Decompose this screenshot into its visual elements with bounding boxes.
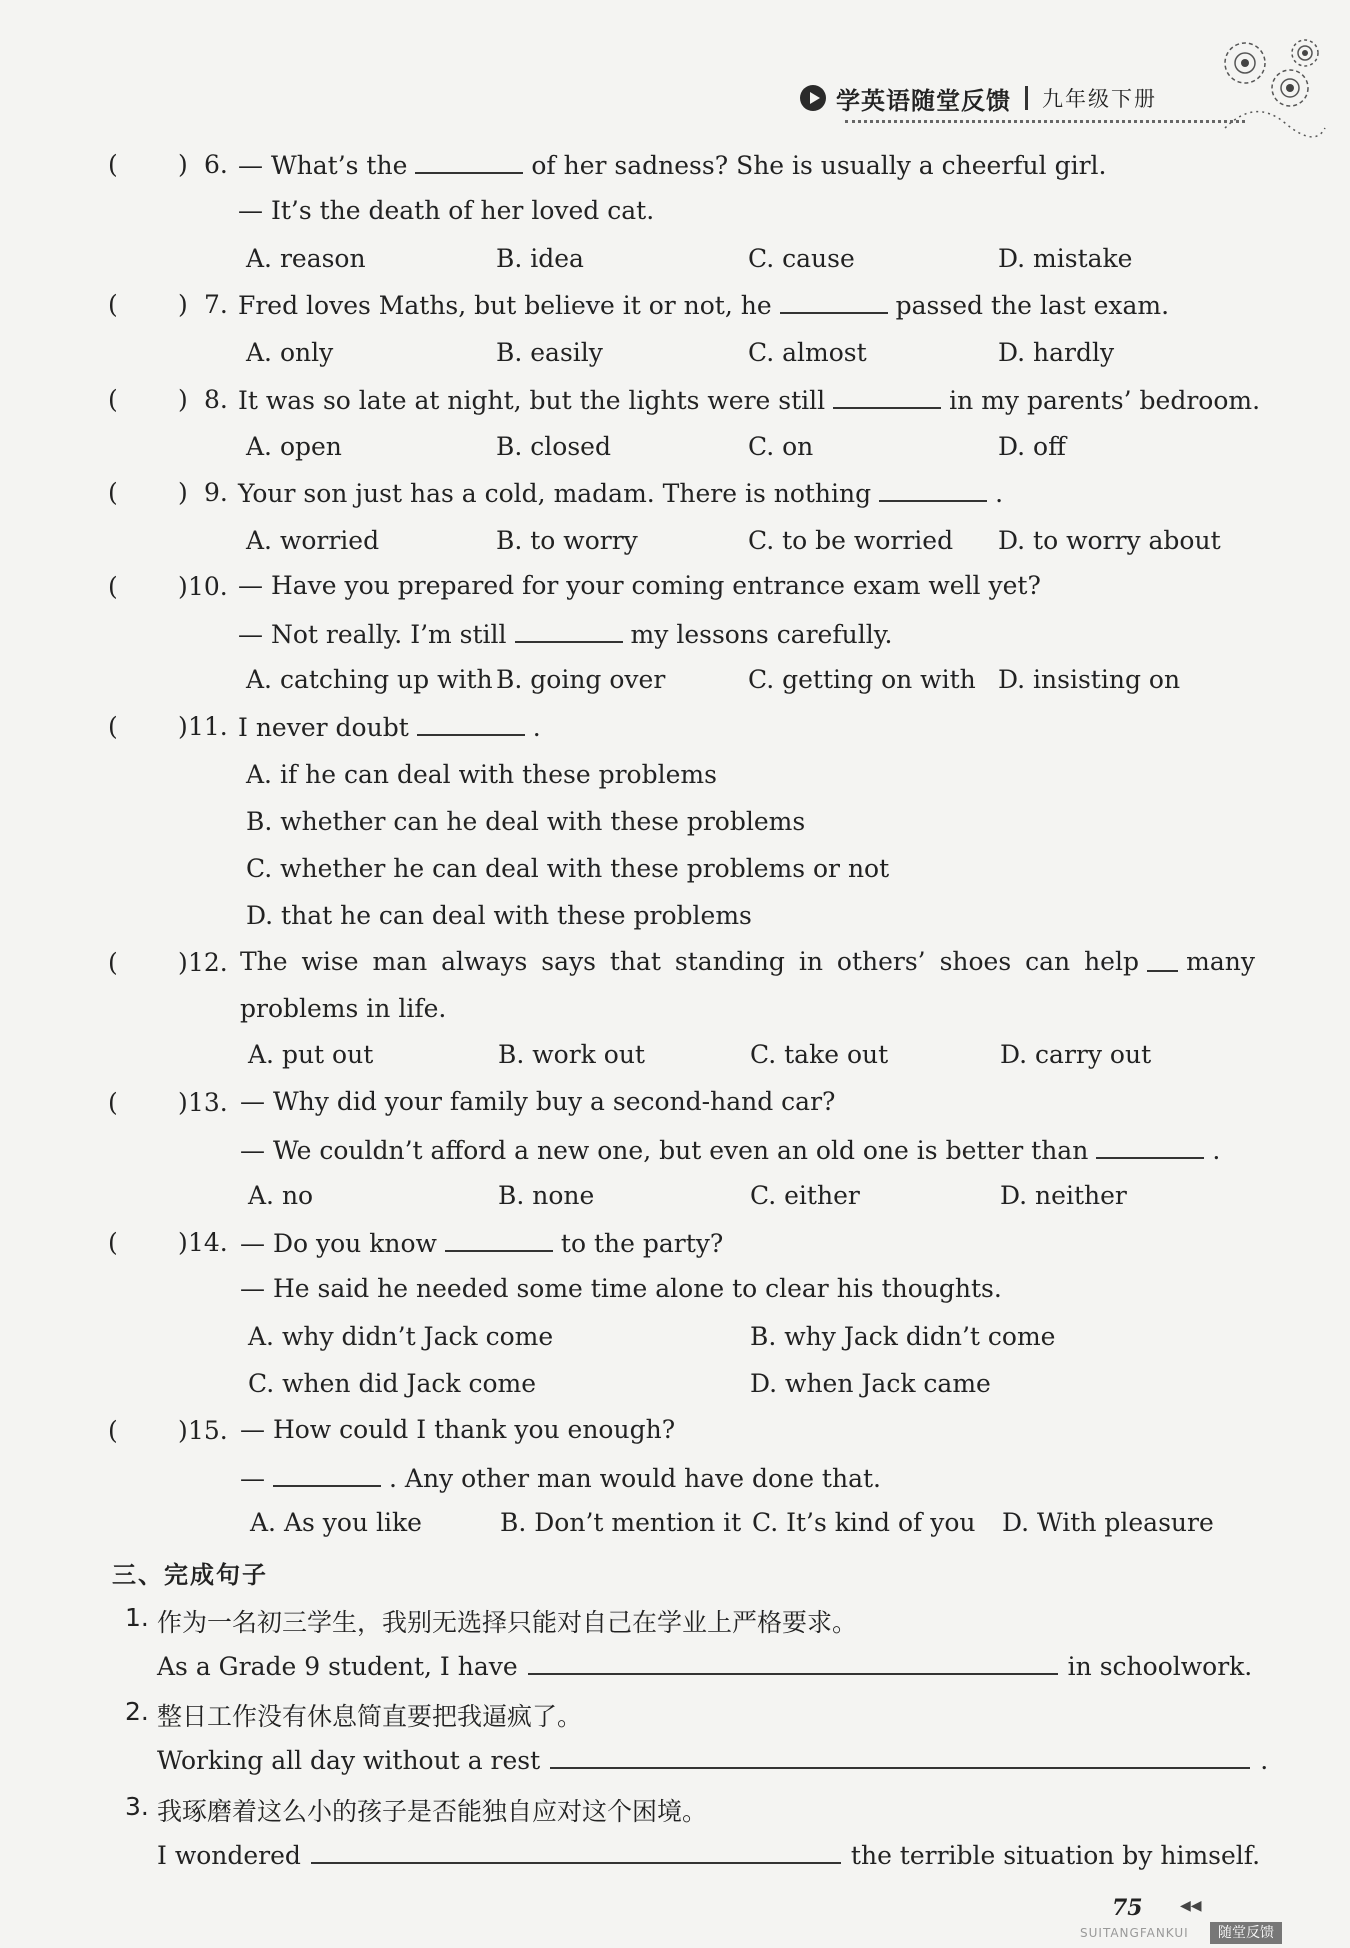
option-d[interactable]: D. With pleasure	[1002, 1508, 1214, 1537]
question-number: 12.	[188, 948, 228, 977]
answer-paren-open: (	[108, 385, 118, 414]
answer-paren-close: )	[178, 290, 188, 319]
option-a[interactable]: A. As you like	[250, 1508, 422, 1537]
option-c[interactable]: C. whether he can deal with these problems or not	[246, 854, 890, 883]
option-a[interactable]: A. reason	[246, 244, 366, 273]
option-b[interactable]: B. none	[498, 1181, 595, 1210]
book-title: 学英语随堂反馈	[836, 86, 1011, 115]
option-b[interactable]: B. idea	[496, 244, 584, 273]
answer-paren-close: )	[178, 385, 188, 414]
option-b[interactable]: B. easily	[496, 338, 603, 367]
flower-decoration-icon	[1205, 28, 1335, 138]
question-number: 7.	[204, 290, 228, 319]
question-reply: — It’s the death of her loved cat.	[238, 196, 655, 225]
option-d[interactable]: D. neither	[1000, 1181, 1127, 1210]
option-d[interactable]: D. to worry about	[998, 526, 1221, 555]
question-number: 9.	[204, 478, 228, 507]
question-stem: Your son just has a cold, madam. There is nothing .	[238, 476, 1003, 510]
option-b[interactable]: B. whether can he deal with these problems	[246, 807, 806, 836]
answer-blank[interactable]	[879, 476, 987, 502]
option-b[interactable]: B. work out	[498, 1040, 645, 1069]
answer-paren-open: (	[108, 478, 118, 507]
answer-paren-close: )	[178, 572, 188, 601]
question-number: 11.	[188, 712, 228, 741]
question-number: 6.	[204, 150, 228, 179]
question-reply: — He said he needed some time alone to clear his thoughts.	[240, 1274, 1002, 1303]
item-number: 3.	[125, 1792, 149, 1821]
chinese-prompt: 整日工作没有休息简直要把我逼疯了。	[157, 1702, 583, 1731]
option-a[interactable]: A. put out	[248, 1040, 374, 1069]
answer-blank[interactable]	[311, 1838, 841, 1864]
option-b[interactable]: B. closed	[496, 432, 611, 461]
chinese-prompt: 作为一名初三学生，我别无选择只能对自己在学业上严格要求。	[157, 1608, 858, 1637]
option-d[interactable]: D. that he can deal with these problems	[246, 901, 752, 930]
question-stem: Fred loves Maths, but believe it or not, he passed the last exam.	[238, 288, 1169, 322]
question-number: 14.	[188, 1228, 228, 1257]
answer-blank[interactable]	[415, 148, 523, 174]
answer-paren-open: (	[108, 1228, 118, 1257]
footer-pinyin: SUITANGFANKUI	[1080, 1926, 1189, 1940]
question-stem: — Why did your family buy a second-hand car?	[240, 1087, 836, 1116]
answer-paren-close: )	[178, 478, 188, 507]
page-header	[800, 78, 1157, 118]
question-reply: — We couldn’t afford a new one, but even an old one is better than .	[240, 1133, 1220, 1167]
answer-blank[interactable]	[273, 1461, 381, 1487]
option-c[interactable]: C. to be worried	[748, 526, 954, 555]
chinese-prompt: 我琢磨着这么小的孩子是否能独自应对这个困境。	[157, 1797, 708, 1826]
answer-paren-close: )	[178, 948, 188, 977]
answer-paren-close: )	[178, 1416, 188, 1445]
answer-blank[interactable]	[780, 288, 888, 314]
option-d[interactable]: D. mistake	[998, 244, 1133, 273]
double-arrow-left-icon: ◀◀	[1180, 1898, 1202, 1914]
question-stem: The wise man always says that standing in others’ shoes can help many	[240, 947, 1255, 976]
option-d[interactable]: D. hardly	[998, 338, 1115, 367]
option-b[interactable]: B. to worry	[496, 526, 638, 555]
item-number: 2.	[125, 1697, 149, 1726]
option-d[interactable]: D. off	[998, 432, 1066, 461]
section-title: 三、完成句子	[112, 1561, 268, 1589]
question-stem-continued: problems in life.	[240, 994, 447, 1023]
option-b[interactable]: B. Don’t mention it	[500, 1508, 742, 1537]
question-stem: — Do you know to the party?	[240, 1226, 723, 1260]
option-c[interactable]: C. when did Jack come	[248, 1369, 537, 1398]
english-sentence: Working all day without a rest .	[157, 1743, 1268, 1777]
answer-paren-open: (	[108, 150, 118, 179]
option-a[interactable]: A. catching up with	[246, 665, 493, 694]
question-stem: I never doubt .	[238, 710, 541, 744]
english-sentence: I wondered the terrible situation by himself.	[157, 1838, 1260, 1872]
option-a[interactable]: A. open	[246, 432, 342, 461]
question-number: 15.	[188, 1416, 228, 1445]
option-c[interactable]: C. either	[750, 1181, 860, 1210]
question-stem: — How could I thank you enough?	[240, 1415, 676, 1444]
option-a[interactable]: A. why didn’t Jack come	[248, 1322, 554, 1351]
question-stem: — What’s the of her sadness? She is usually a cheerful girl.	[238, 148, 1107, 182]
answer-paren-close: )	[178, 1228, 188, 1257]
answer-paren-open: (	[108, 290, 118, 319]
header-dotted-rule	[845, 120, 1245, 123]
option-a[interactable]: A. worried	[246, 526, 380, 555]
option-a[interactable]: A. only	[246, 338, 334, 367]
book-subtitle: 九年级下册	[1042, 87, 1157, 111]
header-divider	[1025, 86, 1028, 110]
question-number: 8.	[204, 385, 228, 414]
english-sentence: As a Grade 9 student, I have in schoolwork.	[157, 1649, 1252, 1683]
option-d[interactable]: D. when Jack came	[750, 1369, 991, 1398]
answer-blank[interactable]	[550, 1743, 1250, 1769]
question-stem: It was so late at night, but the lights were still in my parents’ bedroom.	[238, 383, 1260, 417]
option-c[interactable]: C. cause	[748, 244, 855, 273]
option-c[interactable]: C. getting on with	[748, 665, 976, 694]
option-a[interactable]: A. if he can deal with these problems	[246, 760, 717, 789]
answer-paren-open: (	[108, 1088, 118, 1117]
answer-paren-close: )	[178, 150, 188, 179]
option-b[interactable]: B. going over	[496, 665, 666, 694]
footer-tag: 随堂反馈	[1210, 1922, 1282, 1944]
answer-paren-close: )	[178, 1088, 188, 1117]
question-reply: — . Any other man would have done that.	[240, 1461, 881, 1495]
answer-paren-open: (	[108, 572, 118, 601]
answer-paren-open: (	[108, 712, 118, 741]
answer-blank[interactable]	[445, 1226, 553, 1252]
item-number: 1.	[125, 1603, 149, 1632]
option-b[interactable]: B. why Jack didn’t come	[750, 1322, 1056, 1351]
option-c[interactable]: C. take out	[750, 1040, 889, 1069]
question-number: 10.	[188, 572, 228, 601]
option-d[interactable]: D. insisting on	[998, 665, 1181, 694]
option-c[interactable]: C. It’s kind of you	[752, 1508, 976, 1537]
question-number: 13.	[188, 1088, 228, 1117]
answer-paren-close: )	[178, 712, 188, 741]
option-c[interactable]: C. almost	[748, 338, 867, 367]
answer-blank[interactable]	[1096, 1133, 1204, 1159]
answer-blank[interactable]	[515, 617, 623, 643]
answer-blank[interactable]	[833, 383, 941, 409]
answer-blank[interactable]	[1147, 946, 1178, 972]
option-a[interactable]: A. no	[248, 1181, 314, 1210]
answer-blank[interactable]	[528, 1649, 1058, 1675]
option-c[interactable]: C. on	[748, 432, 814, 461]
answer-paren-open: (	[108, 948, 118, 977]
question-reply: — Not really. I’m still my lessons carefully.	[238, 617, 892, 651]
answer-blank[interactable]	[417, 710, 525, 736]
option-d[interactable]: D. carry out	[1000, 1040, 1152, 1069]
question-stem: — Have you prepared for your coming entrance exam well yet?	[238, 571, 1041, 600]
play-circle-icon	[800, 85, 826, 111]
answer-paren-open: (	[108, 1416, 118, 1445]
page-number: 75	[1112, 1895, 1143, 1921]
